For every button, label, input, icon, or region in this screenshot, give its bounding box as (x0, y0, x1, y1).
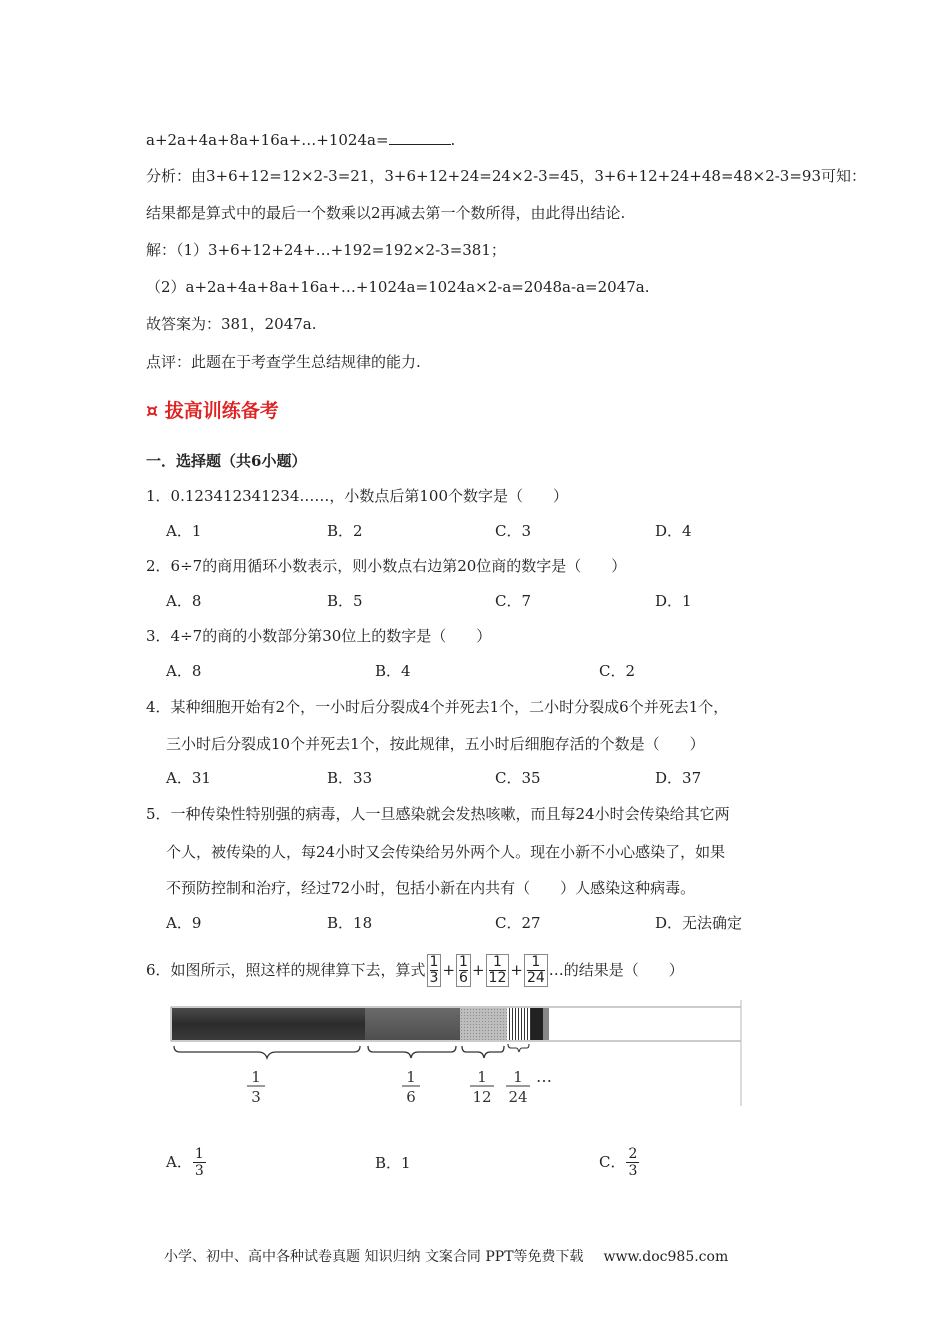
comment-line: 点评：此题在于考查学生总结规律的能力. (146, 353, 421, 371)
answer-blank (389, 130, 451, 145)
label-third-num: 1 (251, 1068, 261, 1086)
label-twentyfourth-num: 1 (513, 1068, 523, 1086)
question-5-stem-line-3: 不预防控制和治疗，经过72小时，包括小新在内共有（ ）人感染这种病毒。 (166, 879, 696, 897)
question-6-option-b[interactable]: B．1 (375, 1154, 411, 1172)
question-4-option-a[interactable]: A．31 (166, 769, 211, 787)
expr-fraction-4-num: 1 (531, 953, 541, 970)
expr-fraction-3-num: 1 (493, 953, 502, 970)
brace-twentyfourth (508, 1044, 529, 1052)
label-twelfth-den: 12 (472, 1088, 492, 1106)
question-3-stem: 3．4÷7的商的小数部分第30位上的数字是（ ） (146, 627, 492, 645)
page-footer (164, 1246, 728, 1266)
question-4-stem-line-2: 三小时后分裂成10个并死去1个，按此规律，五小时后细胞存活的个数是（ ） (166, 735, 705, 753)
expr-fraction-2-num: 1 (459, 953, 468, 970)
question-5-option-a[interactable]: A．9 (166, 914, 202, 932)
option-c-num: 2 (628, 1145, 638, 1162)
option-a-fraction (193, 1146, 206, 1179)
option-c-fraction (626, 1146, 639, 1179)
expr-fraction-2-den: 6 (459, 969, 468, 986)
option-a-label: A． (166, 1153, 192, 1171)
label-sixth-den: 6 (406, 1088, 416, 1106)
label-third-den: 3 (251, 1088, 261, 1106)
bar-segment-twelfth (460, 1008, 507, 1040)
option-a-num: 1 (194, 1145, 204, 1162)
question-6-stem (146, 952, 684, 988)
question-3-option-b[interactable]: B．4 (375, 662, 411, 680)
analysis-line-1: 分析：由3+6+12=12×2-3=21，3+6+12+24=24×2-3=45，3+6+12+24+48=48×2-3=93可知： (146, 167, 867, 185)
question-4-option-d[interactable]: D．37 (655, 769, 702, 787)
bar-segment-tail (543, 1008, 549, 1040)
option-c-den: 3 (628, 1162, 638, 1179)
question-1-option-b[interactable]: B．2 (327, 522, 363, 540)
intro-question-end: . (450, 131, 456, 149)
expr-fraction-4 (524, 954, 548, 987)
bar-segment-third (172, 1008, 365, 1040)
option-a-den: 3 (194, 1162, 204, 1179)
option-c-label: C． (599, 1153, 626, 1171)
expr-fraction-2 (456, 954, 471, 987)
brace-twelfth (462, 1046, 504, 1058)
question-4-option-c[interactable]: C．35 (495, 769, 541, 787)
bar-segment-sixth (365, 1008, 460, 1040)
question-2-option-c[interactable]: C．7 (495, 592, 532, 610)
question-5-stem-line-2: 个人，被传染的人，每24小时又会传染给另外两个人。现在小新不小心感染了，如果 (166, 843, 726, 861)
question-1-option-a[interactable]: A．1 (166, 522, 202, 540)
question-3-option-a[interactable]: A．8 (166, 662, 202, 680)
intro-question-text: a+2a+4a+8a+16a+…+1024a= (146, 131, 389, 149)
expr-fraction-1-den: 3 (429, 969, 439, 986)
expr-plus-3: + (510, 961, 523, 979)
question-6-stem-pre: 6．如图所示，照这样的规律算下去，算式 (146, 961, 426, 979)
question-2-option-a[interactable]: A．8 (166, 592, 202, 610)
question-1-stem: 1．0.123412341234……，小数点后第100个数字是（ ） (146, 487, 569, 505)
intro-question (146, 130, 455, 150)
question-4-option-b[interactable]: B．33 (327, 769, 373, 787)
expr-plus-2: + (471, 961, 485, 979)
question-2-stem: 2．6÷7的商用循环小数表示，则小数点右边第20位商的数字是（ ） (146, 557, 627, 575)
brace-third (174, 1046, 360, 1058)
expr-fraction-1 (427, 954, 442, 987)
footer-text: 小学、初中、高中各种试卷真题 知识归纳 文案合同 PPT等免费下载 (164, 1249, 584, 1265)
analysis-line-2: 结果都是算式中的最后一个数乘以2再减去第一个数所得，由此得出结论. (146, 204, 626, 222)
expr-fraction-3-den: 12 (488, 969, 507, 986)
solution-line-2: （2）a+2a+4a+8a+16a+…+1024a=1024a×2-a=2048a-a=2047a. (146, 278, 650, 296)
expr-fraction-1-num: 1 (429, 953, 439, 970)
section-title: ¤ 拔高训练备考 (146, 400, 279, 422)
question-1-option-d[interactable]: D．4 (655, 522, 692, 540)
label-ellipsis: … (536, 1067, 552, 1086)
label-sixth-num: 1 (406, 1068, 416, 1086)
solution-line-1: 解：（1）3+6+12+24+…+192=192×2-3=381； (146, 241, 506, 259)
question-5-option-b[interactable]: B．18 (327, 914, 373, 932)
footer-url[interactable]: www.doc985.com (603, 1249, 729, 1265)
question-5-option-d[interactable]: D．无法确定 (655, 914, 743, 932)
answer-line: 故答案为：381，2047a. (146, 315, 317, 333)
question-6-option-a[interactable] (166, 1140, 207, 1184)
question-5-option-c[interactable]: C．27 (495, 914, 541, 932)
section-subtitle: 一．选择题（共6小题） (146, 452, 307, 470)
question-4-stem-line-1: 4．某种细胞开始有2个，一小时后分裂成4个并死去1个，二小时分裂成6个并死去1个， (146, 698, 729, 716)
question-6-figure (170, 1000, 746, 1106)
question-6-option-c[interactable] (599, 1140, 640, 1184)
question-5-stem-line-1: 5．一种传染性特别强的病毒，人一旦感染就会发热咳嗽，而且每24小时会传染给其它两 (146, 805, 730, 823)
label-twelfth-num: 1 (477, 1068, 487, 1086)
expr-fraction-4-den: 24 (526, 969, 545, 986)
bar-segment-rest (531, 1008, 543, 1040)
bar-segment-twentyfourth (507, 1008, 531, 1040)
question-3-option-c[interactable]: C．2 (599, 662, 636, 680)
brace-sixth (368, 1046, 456, 1058)
question-6-stem-post: …的结果是（ ） (548, 961, 684, 979)
expr-plus-1: + (442, 961, 456, 979)
expr-fraction-3 (486, 954, 510, 987)
question-2-option-b[interactable]: B．5 (327, 592, 363, 610)
label-twentyfourth-den: 24 (508, 1088, 528, 1106)
question-1-option-c[interactable]: C．3 (495, 522, 532, 540)
question-2-option-d[interactable]: D．1 (655, 592, 692, 610)
